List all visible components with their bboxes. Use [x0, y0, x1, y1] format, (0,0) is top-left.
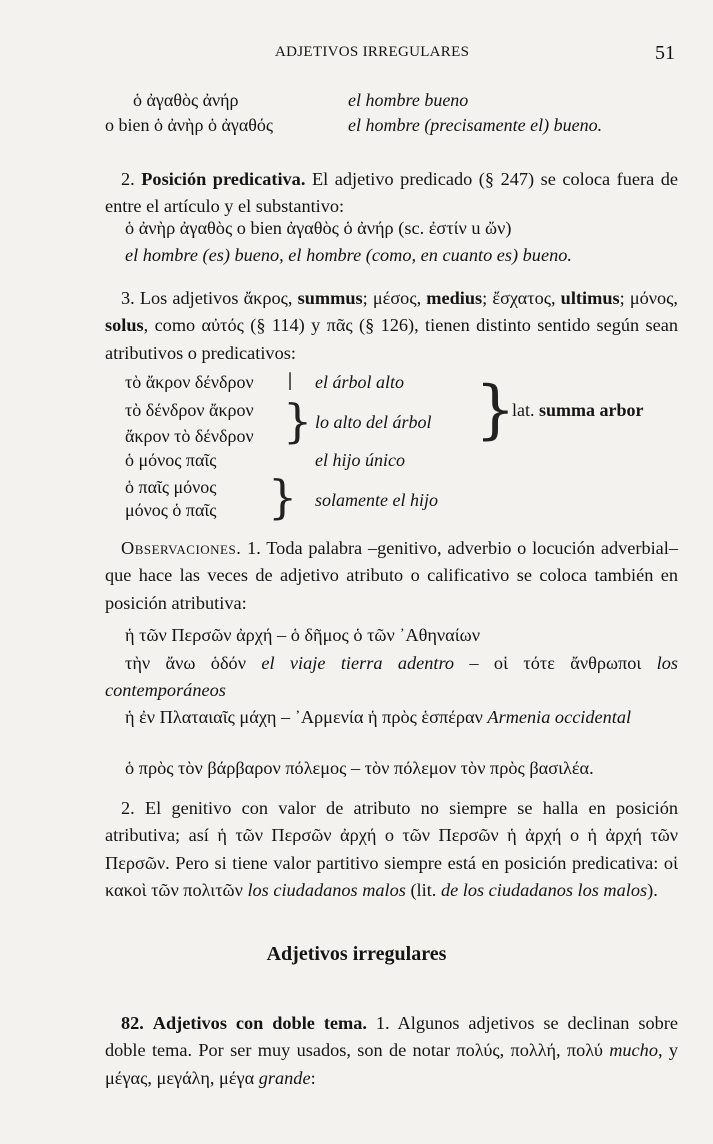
section-heading: Adjetivos irregulares [266, 943, 447, 965]
page-number: 51 [655, 42, 675, 64]
right-brace-2: } [475, 373, 516, 447]
latin-medius: medius [426, 288, 483, 308]
intro-spanish-2: el hombre (precisamente el) bueno. [348, 115, 603, 135]
example-3-italic: Armenia occidental [487, 707, 632, 727]
observaciones-paragraph [105, 535, 678, 617]
section-2-spanish-example: el hombre (es) bueno, el hombre (como, en cuanto es) bueno. [125, 245, 572, 265]
section-82-paragraph [105, 1010, 678, 1092]
observaciones-example-3 [105, 704, 678, 731]
observaciones-example-1: ἡ τῶν Περσῶν ἀρχή – ὁ δῆμος ὁ τῶν ᾽Αθηναίων [125, 625, 480, 645]
table-spanish-5: solamente el hijo [315, 490, 438, 510]
intro-greek-1: ὁ ἀγαθὸς ἀνήρ [133, 90, 239, 110]
observaciones-example-4: ὁ πρὸς τὸν βάρβαρον πόλεμος – τὸν πόλεμον τὸν πρὸς βασιλέα. [125, 758, 594, 778]
section-2-number: 2. [121, 169, 135, 189]
table-greek-3: ἄκρον τὸ δένδρον [125, 426, 254, 446]
section-3-text-c: ; ἔσχατος, [482, 288, 561, 308]
table-greek-6: μόνος ὁ παῖς [125, 500, 217, 520]
running-title: ADJETIVOS IRREGULARES [275, 44, 470, 60]
running-header [0, 44, 713, 66]
section-3-text-b: ; μέσος, [362, 288, 427, 308]
section-3-paragraph [105, 285, 678, 367]
section-3-text-e: , como αὐτός (§ 114) y πᾶς (§ 126), tienen distinto sentido según sean atributivos o predicativos: [105, 315, 678, 363]
latin-gloss-term: summa arbor [539, 400, 644, 420]
obs2-italic-2: de los ciudadanos los malos [440, 879, 648, 900]
right-brace-1: } [283, 394, 313, 448]
section-3-text-d: ; μόνος, [619, 288, 678, 308]
observaciones-paragraph-2 [105, 795, 678, 904]
table-greek-1: τὸ ἄκρον δένδρον [125, 372, 254, 392]
gloss-grande: grande [258, 1067, 311, 1088]
section-2-greek-example: ὁ ἀνὴρ ἀγαθὸς o bien ἀγαθὸς ὁ ἀνήρ (sc. ἐστίν u ὤν) [125, 218, 512, 238]
obs2-text-b: (lit. [405, 879, 441, 900]
latin-gloss [512, 400, 644, 421]
table-spanish-1: el árbol alto [315, 372, 404, 392]
example-2-italic-2: los contemporáneos [105, 653, 679, 701]
right-brace-3: } [268, 470, 298, 524]
gloss-mucho: mucho [609, 1040, 658, 1061]
example-2-italic: el viaje tierra adentro [261, 653, 455, 673]
section-82-number: 82. [121, 1013, 144, 1033]
section-3-text-a: 3. Los adjetivos ἄκρος, [121, 288, 298, 308]
observaciones-example-2 [105, 650, 678, 705]
obs2-text-c: ). [647, 879, 658, 900]
latin-solus: solus [105, 315, 144, 336]
section-82-text-a: 1. Algunos adjetivos se declinan sobre doble tema. Por ser muy usados, son de notar πολύς, πολλή, πολύ [105, 1013, 678, 1061]
table-greek-5: ὁ παῖς μόνος [125, 477, 217, 497]
example-2-greek-2: – οἱ τότε ἄνθρωποι [454, 653, 657, 673]
observaciones-label: Observaciones. [121, 538, 242, 558]
section-2-paragraph [105, 166, 678, 221]
obs2-italic: los ciudadanos malos [247, 879, 406, 900]
section-2-title: Posición predicativa. [141, 169, 306, 189]
table-spanish-2: lo alto del árbol [315, 412, 432, 432]
latin-gloss-prefix: lat. [512, 400, 539, 420]
section-82-title: Adjetivos con doble tema. [152, 1013, 367, 1033]
observaciones-text: 1. Toda palabra –genitivo, adverbio o locución adverbial– que hace las veces de adjetivo atributo o calificativo se coloca también en posición atributiva: [105, 538, 678, 613]
intro-spanish-1: el hombre bueno [348, 90, 469, 110]
table-spanish-4: el hijo único [315, 450, 405, 470]
obs2-text-a: 2. El genitivo con valor de atributo no siempre se halla en posición atributiva; así ἡ τῶν Περσῶν ἀρχή o τῶν Περσῶν ἡ ἀρχή o ἡ ἀρχή τῶν Περσῶν. Pero si tiene valor partitivo siempre está en posición predicativa: οἱ κακοὶ τῶν πολιτῶν [105, 798, 678, 900]
section-2-text: El adjetivo predicado (§ 247) se coloca fuera de entre el artículo y el substantivo: [105, 169, 678, 217]
table-greek-4: ὁ μόνος παῖς [125, 450, 217, 470]
section-82-text-b: , y μέγας, μεγάλη, μέγα [105, 1040, 679, 1088]
table-greek-2: τὸ δένδρον ἄκρον [125, 400, 254, 420]
example-3-greek: ἡ ἐν Πλαταιαῖς μάχη – ᾽Αρμενία ἡ πρὸς ἑσπέραν [125, 707, 488, 727]
section-82-text-c: : [310, 1067, 316, 1088]
latin-summus: summus [297, 288, 363, 308]
intro-greek-2: o bien ὁ ἀνὴρ ὁ ἀγαθός [105, 115, 274, 135]
bar-mark: | [287, 370, 294, 391]
latin-ultimus: ultimus [560, 288, 620, 308]
example-2-greek: τὴν ἄνω ὁδόν [125, 653, 262, 673]
